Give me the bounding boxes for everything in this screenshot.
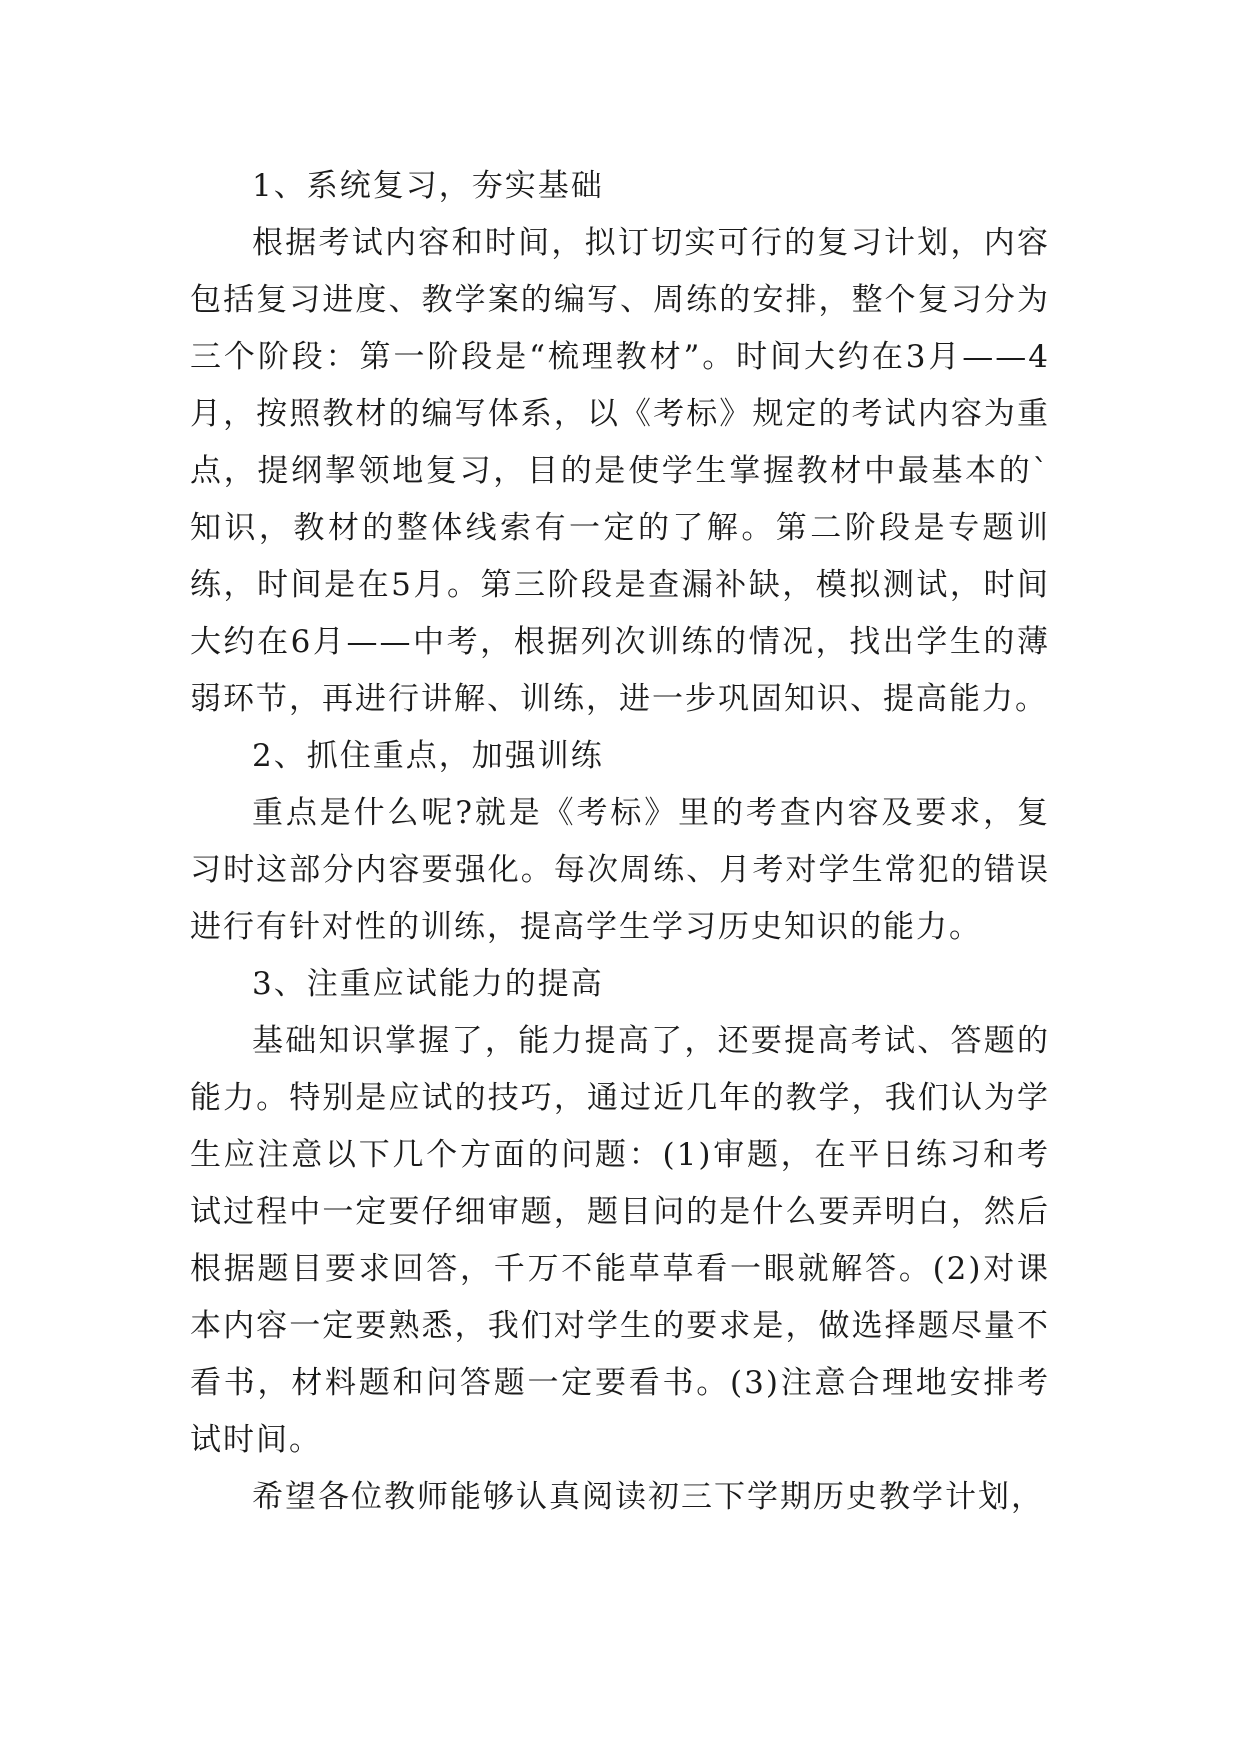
section-heading-1: 1、系统复习，夯实基础 bbox=[252, 168, 604, 204]
paragraph-review-plan: 根据考试内容和时间，拟订切实可行的复习计划，内容包括复习进度、教学案的编写、周练的安排，整个复习分为三个阶段：第一阶段是“梳理教材”。时间大约在3月——4月，按照教材的编写体系，以《考标》规定的考试内容为重点，提纲挈领地复习，目的是使学生掌握教材中最基本的`知识，教材的整体线索有一定的了解。第二阶段是专题训练，时间是在5月。第三阶段是查漏补缺，模拟测试，时间大约在6月——中考，根据列次训练的情况，找出学生的薄弱环节，再进行讲解、训练，进一步巩固知识、提高能力。 bbox=[190, 225, 1050, 717]
section-heading-2: 2、抓住重点，加强训练 bbox=[252, 738, 604, 774]
document-body bbox=[190, 158, 1050, 1526]
paragraph-exam-skills: 基础知识掌握了，能力提高了，还要提高考试、答题的能力。特别是应试的技巧，通过近几年的教学，我们认为学生应注意以下几个方面的问题：(1)审题，在平日练习和考试过程中一定要仔细审题，题目问的是什么要弄明白，然后根据题目要求回答，千万不能草草看一眼就解答。(2)对课本内容一定要熟悉，我们对学生的要求是，做选择题尽量不看书，材料题和问答题一定要看书。(3)注意合理地安排考试时间。 bbox=[190, 1023, 1050, 1458]
paragraph-closing: 希望各位教师能够认真阅读初三下学期历史教学计划， bbox=[252, 1479, 1044, 1515]
section-heading-3: 3、注重应试能力的提高 bbox=[252, 966, 604, 1002]
paragraph-key-points: 重点是什么呢?就是《考标》里的考查内容及要求，复习时这部分内容要强化。每次周练、月考对学生常犯的错误进行有针对性的训练，提高学生学习历史知识的能力。 bbox=[190, 795, 1050, 945]
